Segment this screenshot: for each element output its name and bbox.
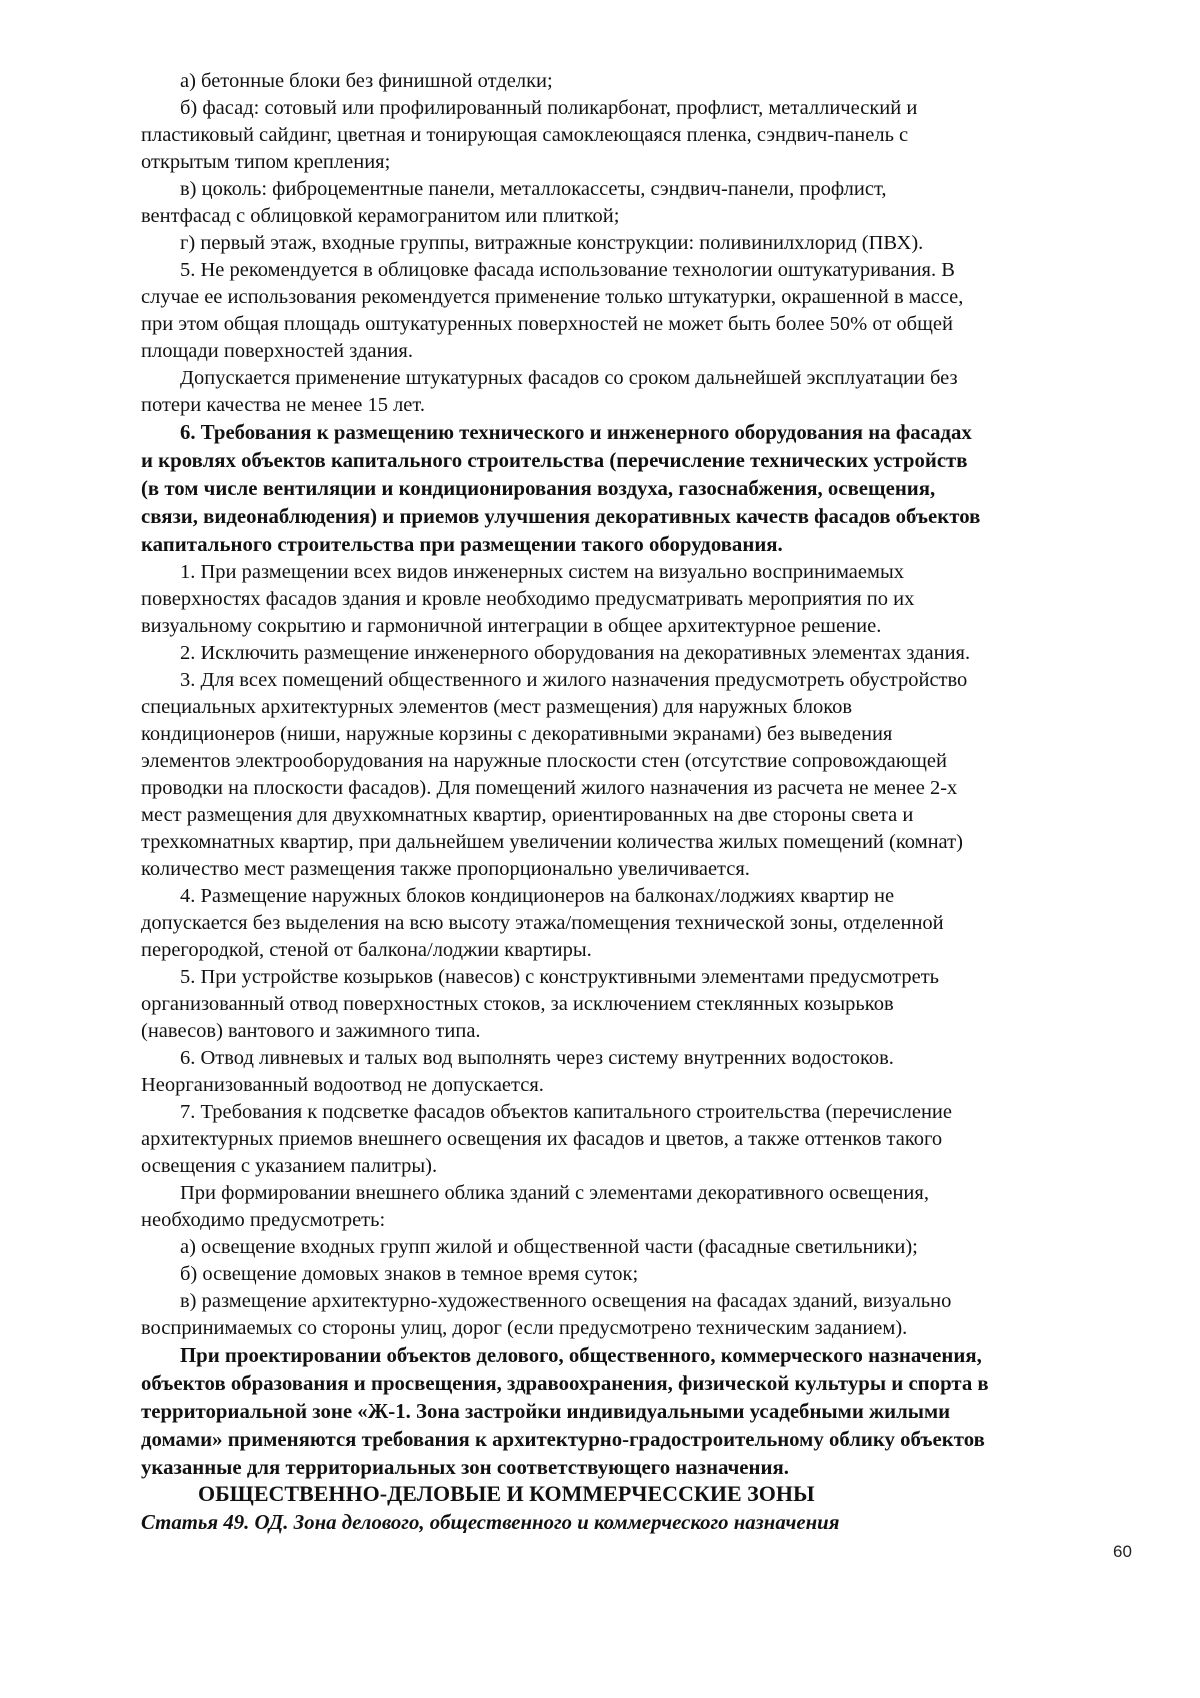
text-line: проводки на плоскости фасадов). Для помещений жилого назначения из расчета не менее 2-х xyxy=(141,777,958,799)
zones-heading: ОБЩЕСТВЕННО-ДЕЛОВЫЕ И КОММЕРЧЕССКИЕ ЗОНЫ xyxy=(198,1481,815,1506)
text-line: мест размещения для двухкомнатных квартир, ориентированных на две стороны света и xyxy=(141,804,914,826)
text-line: б) фасад: сотовый или профилированный поликарбонат, профлист, металлический и xyxy=(180,97,918,119)
text-line: трехкомнатных квартир, при дальнейшем увеличении количества жилых помещений (комнат) xyxy=(141,831,963,853)
text-line: допускается без выделения на всю высоту этажа/помещения технической зоны, отделенной xyxy=(141,912,944,934)
text-line: 6. Отвод ливневых и талых вод выполнять через систему внутренних водостоков. xyxy=(180,1047,894,1069)
text-line: 5. Не рекомендуется в облицовке фасада использование технологии оштукатуривания. В xyxy=(180,259,955,281)
bold-paragraph-line: объектов образования и просвещения, здравоохранения, физической культуры и спорта в xyxy=(141,1372,989,1395)
text-line: 3. Для всех помещений общественного и жилого назначения предусмотреть обустройство xyxy=(180,669,968,691)
page-number: 60 xyxy=(1113,1542,1132,1561)
section-heading-line: капитального строительства при размещении такого оборудования. xyxy=(141,533,783,556)
text-line: 7. Требования к подсветке фасадов объектов капитального строительства (перечисление xyxy=(180,1101,952,1123)
text-line: в) размещение архитектурно-художественного освещения на фасадах зданий, визуально xyxy=(180,1290,952,1312)
text-line: поверхностях фасадов здания и кровле необходимо предусматривать мероприятия по их xyxy=(141,588,915,610)
text-line: 2. Исключить размещение инженерного оборудования на декоративных элементах здания. xyxy=(180,642,971,664)
section-heading-line: и кровлях объектов капитального строительства (перечисление технических устройств xyxy=(141,449,968,472)
text-line: количество мест размещения также пропорционально увеличивается. xyxy=(141,858,750,880)
bold-paragraph-line: указанные для территориальных зон соответствующего назначения. xyxy=(141,1456,789,1479)
text-line: (навесов) вантового и зажимного типа. xyxy=(141,1020,481,1042)
bold-paragraph-line: При проектировании объектов делового, общественного, коммерческого назначения, xyxy=(180,1344,982,1367)
text-line: пластиковый сайдинг, цветная и тонирующая самоклеющаяся пленка, сэндвич-панель с xyxy=(141,124,909,146)
text-line: а) бетонные блоки без финишной отделки; xyxy=(180,70,553,92)
text-line: вентфасад с облицовкой керамогранитом или плиткой; xyxy=(141,205,620,227)
text-line: 1. При размещении всех видов инженерных систем на визуально воспринимаемых xyxy=(180,561,904,583)
text-line: потери качества не менее 15 лет. xyxy=(141,394,425,416)
section-heading-line: связи, видеонаблюдения) и приемов улучшения декоративных качеств фасадов объектов xyxy=(141,505,981,528)
text-line: При формировании внешнего облика зданий с элементами декоративного освещения, xyxy=(180,1182,929,1204)
text-line: открытым типом крепления; xyxy=(141,151,391,173)
section-heading-line: (в том числе вентиляции и кондиционирования воздуха, газоснабжения, освещения, xyxy=(141,477,936,500)
text-line: перегородкой, стеной от балкона/лоджии квартиры. xyxy=(141,939,592,961)
text-line: в) цоколь: фиброцементные панели, металлокассеты, сэндвич-панели, профлист, xyxy=(180,178,887,200)
text-line: организованный отвод поверхностных стоков, за исключением стеклянных козырьков xyxy=(141,993,894,1015)
text-line: освещения с указанием палитры). xyxy=(141,1155,438,1177)
text-line: а) освещение входных групп жилой и общественной части (фасадные светильники); xyxy=(180,1236,918,1258)
text-line: 5. При устройстве козырьков (навесов) с конструктивными элементами предусмотреть xyxy=(180,966,940,988)
text-line: площади поверхностей здания. xyxy=(141,340,413,362)
text-line: г) первый этаж, входные группы, витражные конструкции: поливинилхлорид (ПВХ). xyxy=(180,232,924,254)
text-line: архитектурных приемов внешнего освещения их фасадов и цветов, а также оттенков такого xyxy=(141,1128,943,1150)
text-line: 4. Размещение наружных блоков кондиционеров на балконах/лоджиях квартир не xyxy=(180,885,895,907)
text-line: б) освещение домовых знаков в темное время суток; xyxy=(180,1263,639,1285)
text-line: элементов электрооборудования на наружные плоскости стен (отсутствие сопровождающей xyxy=(141,750,947,772)
text-line: Допускается применение штукатурных фасадов со сроком дальнейшей эксплуатации без xyxy=(180,367,958,389)
bold-paragraph-line: территориальной зоне «Ж-1. Зона застройки индивидуальными усадебными жилыми xyxy=(141,1400,951,1423)
text-line: при этом общая площадь оштукатуренных поверхностей не может быть более 50% от общей xyxy=(141,313,953,335)
text-line: необходимо предусмотреть: xyxy=(141,1209,386,1231)
text-line: визуальному сокрытию и гармоничной интеграции в общее архитектурное решение. xyxy=(141,615,882,637)
section-heading-line: 6. Требования к размещению технического и инженерного оборудования на фасадах xyxy=(180,421,972,444)
text-line: Неорганизованный водоотвод не допускается. xyxy=(141,1074,544,1096)
text-line: кондиционеров (ниши, наружные корзины с декоративными экранами) без выведения xyxy=(141,723,893,745)
article-heading: Статья 49. ОД. Зона делового, общественного и коммерческого назначения xyxy=(141,1511,840,1534)
text-line: воспринимаемых со стороны улиц, дорог (если предусмотрено техническим заданием). xyxy=(141,1317,908,1339)
text-line: специальных архитектурных элементов (мест размещения) для наружных блоков xyxy=(141,696,853,718)
text-line: случае ее использования рекомендуется применение только штукатурки, окрашенной в массе, xyxy=(141,286,964,308)
bold-paragraph-line: домами» применяются требования к архитектурно-градостроительному облику объектов xyxy=(141,1428,985,1451)
